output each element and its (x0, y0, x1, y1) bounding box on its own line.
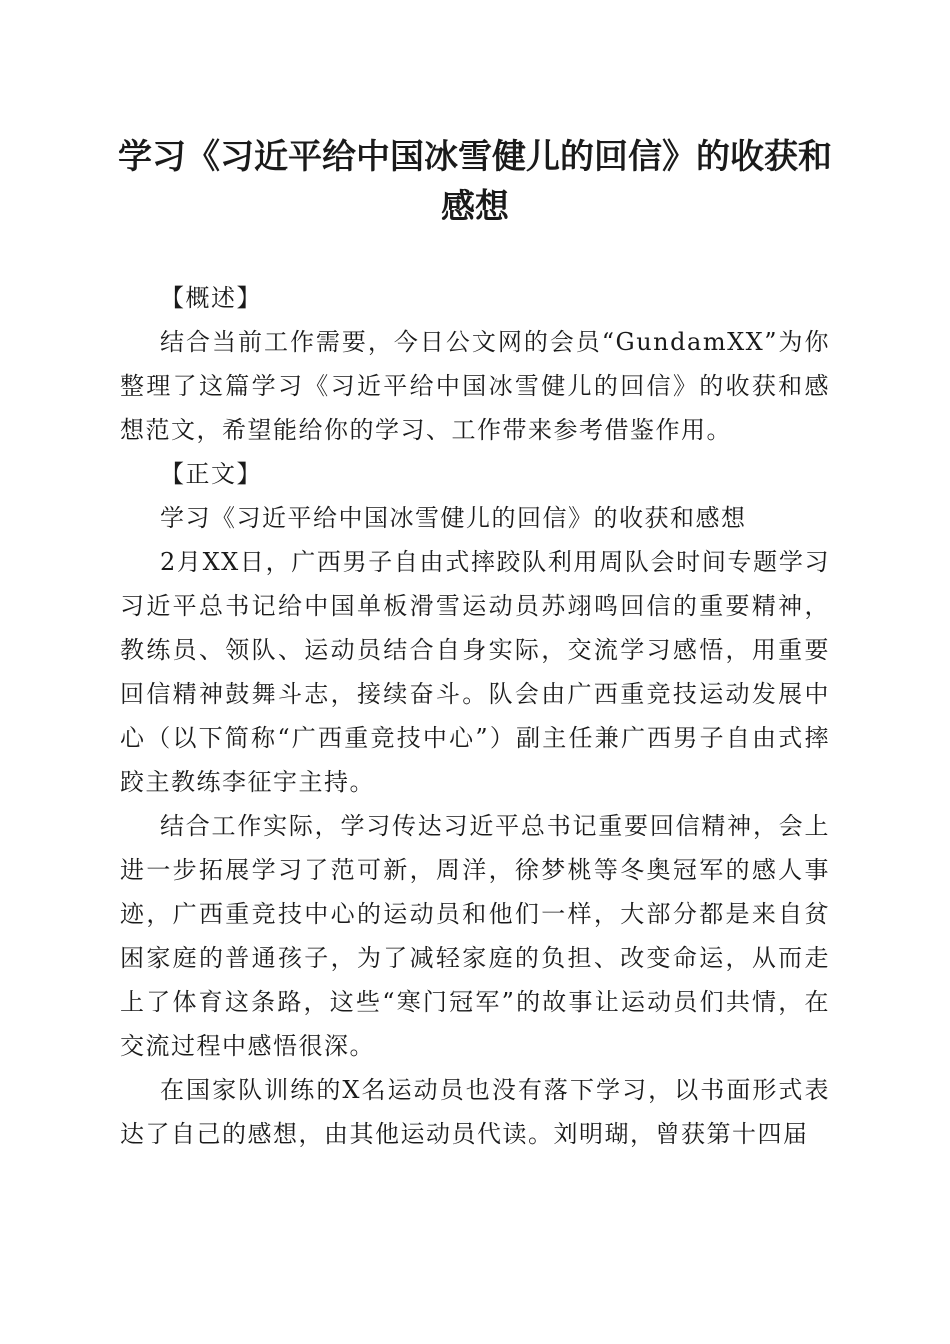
document-body (120, 276, 830, 1156)
paragraph-overview: 结合当前工作需要，今日公文网的会员“GundamXX”为你整理了这篇学习《习近平给中国冰雪健儿的回信》的收获和感想范文，希望能给你的学习、工作带来参考借鉴作用。 (120, 328, 830, 444)
paragraph-body-3: 在国家队训练的X名运动员也没有落下学习，以书面形式表达了自己的感想，由其他运动员代读。刘明瑚，曾获第十四届 (120, 1076, 830, 1148)
document-title: 学习《习近平给中国冰雪健儿的回信》的收获和感想 (118, 137, 832, 227)
paragraph-body-2: 结合工作实际，学习传达习近平总书记重要回信精神，会上进一步拓展学习了范可新，周洋，徐梦桃等冬奥冠军的感人事迹，广西重竞技中心的运动员和他们一样，大部分都是来自贫困家庭的普通孩子，为了减轻家庭的负担、改变命运，从而走上了体育这条路，这些“寒门冠军”的故事让运动员们共情，在交流过程中感悟很深。 (120, 812, 830, 1060)
section-heading-main-text: 【正文】 (160, 460, 262, 488)
paragraph-body-1: 2月XX日，广西男子自由式摔跤队利用周队会时间专题学习习近平总书记给中国单板滑雪运动员苏翊鸣回信的重要精神，教练员、领队、运动员结合自身实际，交流学习感悟，用重要回信精神鼓舞斗志，接续奋斗。队会由广西重竞技运动发展中心（以下简称“广西重竞技中心”）副主任兼广西男子自由式摔跤主教练李征宇主持。 (120, 548, 830, 796)
paragraph-subtitle: 学习《习近平给中国冰雪健儿的回信》的收获和感想 (160, 504, 747, 532)
section-heading-overview: 【概述】 (160, 284, 262, 312)
